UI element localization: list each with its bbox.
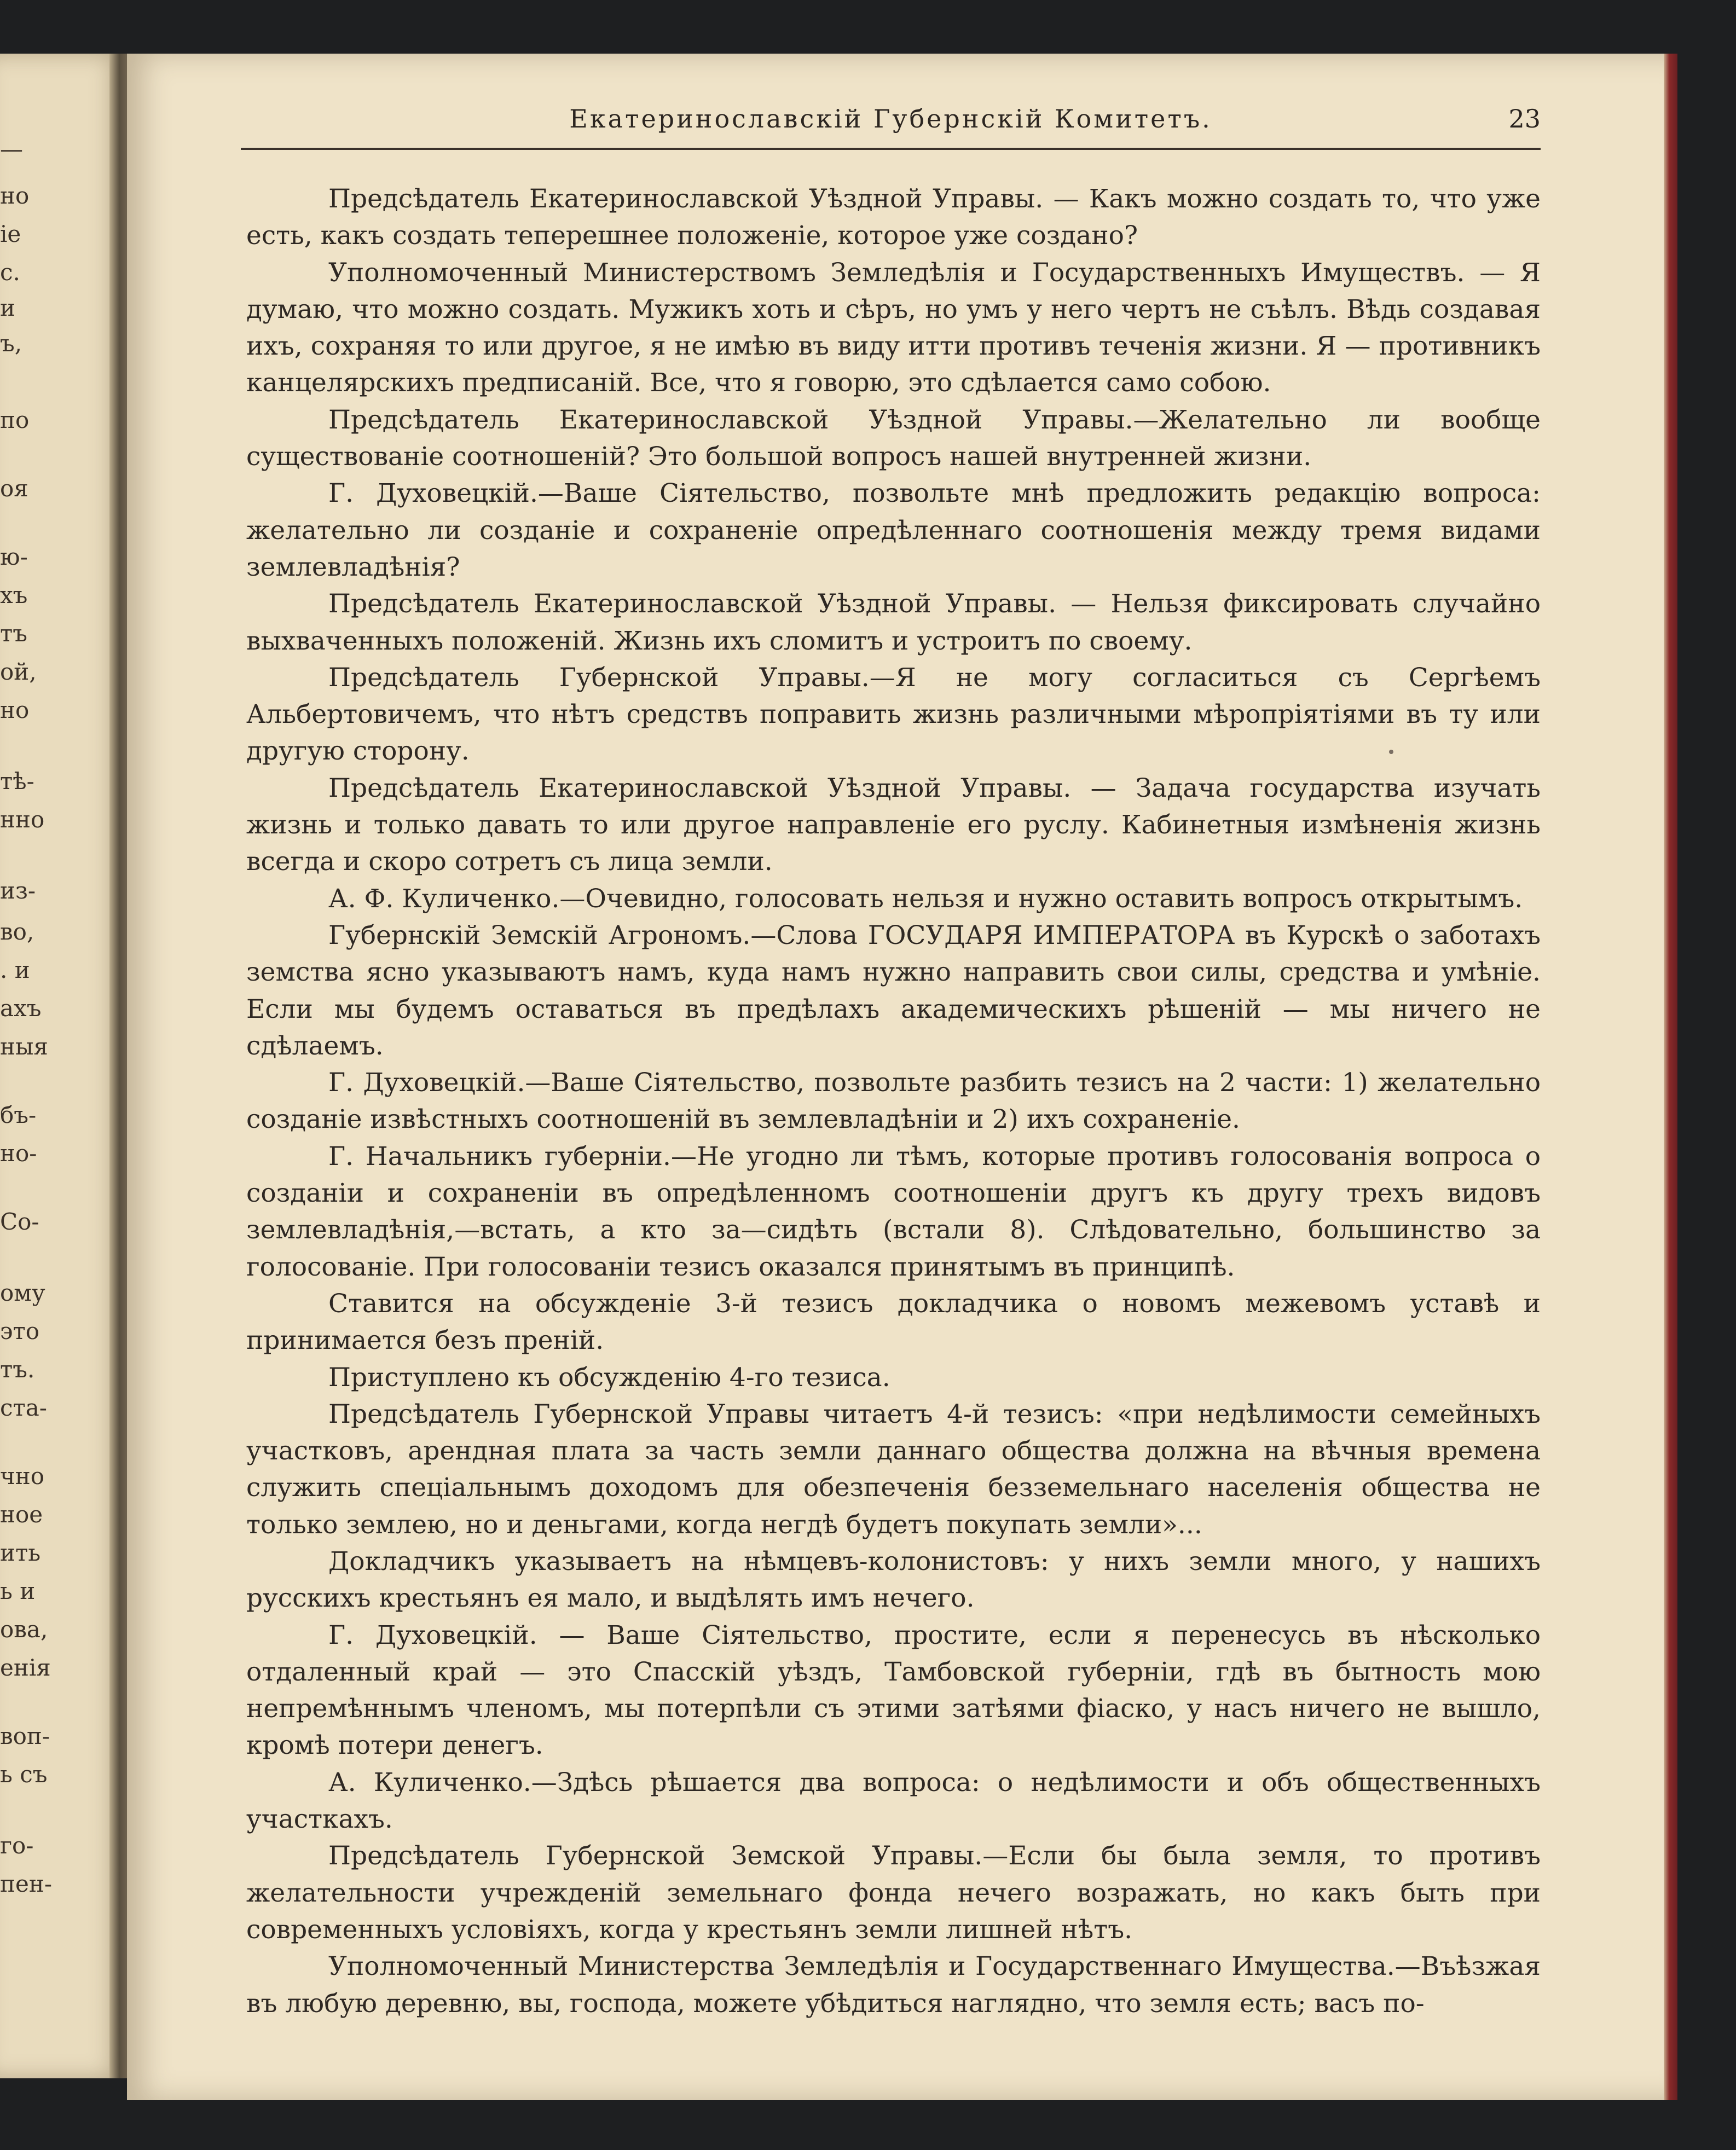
facing-page-fragment: хъ	[0, 582, 28, 609]
paragraph: Докладчикъ указываетъ на нѣмцевъ-колонистовъ: у нихъ земли много, у нашихъ русскихъ крестьянъ ея мало, и выдѣлять имъ нечего.	[246, 1546, 1541, 1614]
book-edge	[1664, 54, 1677, 2100]
paragraph: Предсѣдатель Екатеринославской Уѣздной Управы.—Желательно ли вообще существованіе соотношеній? Это большой вопросъ нашей внутренней жизни.	[246, 404, 1541, 472]
facing-page-fragment: го-	[0, 1832, 34, 1859]
page-number: 23	[1508, 104, 1541, 134]
paragraph: Уполномоченный Министерствомъ Земледѣлія и Государственныхъ Имуществъ. — Я думаю, что можно создать. Мужикъ хоть и сѣръ, но умъ у него чертъ не съѣлъ. Вѣдь создавая ихъ, сохраняя то или другое, я не имѣю въ виду итти противъ теченія жизни. Я — противникъ канцелярскихъ предписаній. Все, что я говорю, это сдѣлается само собою.	[246, 257, 1541, 398]
paragraph: Г. Духовецкій.—Ваше Сіятельство, позвольте мнѣ предложить редакцію вопроса: желательно ли созданіе и сохраненіе опредѣленнаго соотношенія между тремя видами землевладѣнія?	[246, 478, 1541, 582]
facing-page-fragment: оя	[0, 475, 28, 502]
facing-page-fragment: ому	[0, 1279, 45, 1306]
paragraph: Г. Начальникъ губерніи.—Не угодно ли тѣмъ, которые противъ голосованія вопроса о созданіи и сохраненіи въ опредѣленномъ соотношеніи другъ къ другу трехъ видовъ землевладѣнія,—встать, а кто за—сидѣть (встали 8). Слѣдовательно, большинство за голосованіе. При голосованіи тезисъ оказался принятымъ въ принципѣ.	[246, 1141, 1541, 1282]
paragraph: Предсѣдатель Губернской Земской Управы.—Если бы была земля, то противъ желательности учрежденій земельнаго фонда нечего возражать, но какъ быть при современныхъ условіяхъ, когда у крестьянъ земли лишней нѣтъ.	[246, 1841, 1541, 1945]
facing-page-fragment: ахъ	[0, 995, 42, 1022]
facing-page-fragment: по	[0, 407, 30, 433]
facing-page-fragment: но	[0, 697, 30, 723]
facing-page-fragment: ь съ	[0, 1761, 48, 1788]
facing-page-fragment: из-	[0, 877, 36, 904]
paragraph: Предсѣдатель Екатеринославской Уѣздной Управы. — Нельзя фиксировать случайно выхваченныхъ положеній. Жизнь ихъ сломитъ и устроитъ по своему.	[246, 589, 1541, 656]
facing-page-fragment: тъ	[0, 620, 27, 647]
paragraph: А. Куличенко.—Здѣсь рѣшается два вопроса: о недѣлимости и объ общественныхъ участкахъ.	[246, 1767, 1541, 1835]
facing-page-fragment: с.	[0, 259, 20, 286]
facing-page-fragment: чно	[0, 1463, 45, 1490]
header-rule	[241, 148, 1541, 150]
facing-page-fragment: ить	[0, 1539, 41, 1566]
facing-page-fragment: іе	[0, 221, 21, 247]
paragraph: Предсѣдатель Екатеринославской Уѣздной Управы. — Задача государства изучать жизнь и только давать то или другое направленіе его руслу. Кабинетныя измѣненія жизнь всегда и скоро сотретъ съ лица земли.	[246, 773, 1541, 877]
paragraph: А. Ф. Куличенко.—Очевидно, голосовать нельзя и нужно оставить вопросъ открытымъ.	[328, 883, 1523, 914]
facing-page-fragment: пен-	[0, 1870, 53, 1897]
paragraph: Уполномоченный Министерства Земледѣлія и Государственнаго Имущества.—Въѣзжая въ любую деревню, вы, господа, можете убѣдиться наглядно, что земля есть; васъ по-	[246, 1951, 1541, 2019]
facing-page-fragment: но-	[0, 1140, 37, 1167]
paragraph: Предсѣдатель Губернской Управы читаетъ 4-й тезисъ: «при недѣлимости семейныхъ участковъ, арендная плата за часть земли даннаго общества должна на вѣчныя времена служить спеціальнымъ доходомъ для обезпеченія безземельнаго населенія общества не только землею, но и деньгами, когда негдѣ будетъ покупать земли»...	[246, 1399, 1541, 1540]
facing-page-fragment: ное	[0, 1501, 43, 1528]
paragraph: Предсѣдатель Губернской Управы.—Я не могу согласиться съ Сергѣемъ Альбертовичемъ, что нѣтъ средствъ поправить жизнь различными мѣропріятіями въ ту или другую сторону.	[246, 662, 1541, 767]
page-header	[241, 104, 1541, 148]
paragraph: Приступлено къ обсужденію 4-го тезиса.	[328, 1362, 890, 1393]
paragraph: Г. Духовецкій.—Ваше Сіятельство, позвольте разбить тезисъ на 2 части: 1) желательно созданіе извѣстныхъ соотношеній въ землевладѣніи и 2) ихъ сохраненіе.	[246, 1068, 1541, 1135]
facing-page-fragment: ныя	[0, 1033, 48, 1060]
facing-page	[0, 54, 127, 2078]
facing-page-fragment: енія	[0, 1654, 51, 1681]
facing-page-fragment: и	[0, 294, 15, 321]
facing-page-fragment: тъ.	[0, 1356, 35, 1383]
ink-speck	[1389, 750, 1393, 754]
facing-page-fragment: ъ,	[0, 330, 22, 357]
facing-page-fragment: во,	[0, 918, 34, 945]
facing-page-fragment: нно	[0, 806, 45, 833]
facing-page-fragment: но	[0, 182, 30, 209]
facing-page-fragment: ой,	[0, 658, 37, 685]
facing-page-fragment: воп-	[0, 1723, 50, 1749]
paragraph: Ставится на обсужденіе 3-й тезисъ докладчика о новомъ межевомъ уставѣ и принимается безъ преній.	[246, 1288, 1541, 1356]
paragraph: Предсѣдатель Екатеринославской Уѣздной Управы. — Какъ можно создать то, что уже есть, какъ создать теперешнее положеніе, которое уже создано?	[246, 184, 1541, 251]
facing-page-fragment: это	[0, 1318, 40, 1345]
facing-page-fragment: бъ-	[0, 1102, 37, 1128]
running-title: Екатеринославскій Губернскій Комитетъ.	[569, 104, 1212, 134]
paragraph: Г. Духовецкій. — Ваше Сіятельство, простите, если я перенесусь въ нѣсколько отдаленный край — это Спасскій уѣздъ, Тамбовской губерніи, гдѣ въ бытность мою непремѣннымъ членомъ, мы потерпѣли съ этими затѣями фіаско, у насъ ничего не вышло, кромѣ потери денегъ.	[246, 1620, 1541, 1761]
body-text	[246, 181, 1541, 2022]
facing-page-fragment: Со-	[0, 1208, 39, 1235]
paragraph: Губернскій Земскій Агрономъ.—Слова ГОСУДАРЯ ИМПЕРАТОРА въ Курскѣ о заботахъ земства ясно указываютъ намъ, куда намъ нужно направить свои силы, средства и умѣніе. Если мы будемъ оставаться въ предѣлахъ академическихъ рѣшеній — мы ничего не сдѣлаемъ.	[246, 920, 1541, 1061]
facing-page-fragment: ь и	[0, 1578, 36, 1604]
facing-page-fragment: ста-	[0, 1394, 47, 1421]
facing-page-fragment: тѣ-	[0, 768, 34, 795]
facing-page-fragment: —	[0, 136, 23, 163]
facing-page-fragment: ю-	[0, 543, 28, 570]
facing-page-fragment: . и	[0, 957, 30, 983]
facing-page-text-edge	[0, 54, 127, 2078]
facing-page-fragment: ова,	[0, 1616, 48, 1643]
